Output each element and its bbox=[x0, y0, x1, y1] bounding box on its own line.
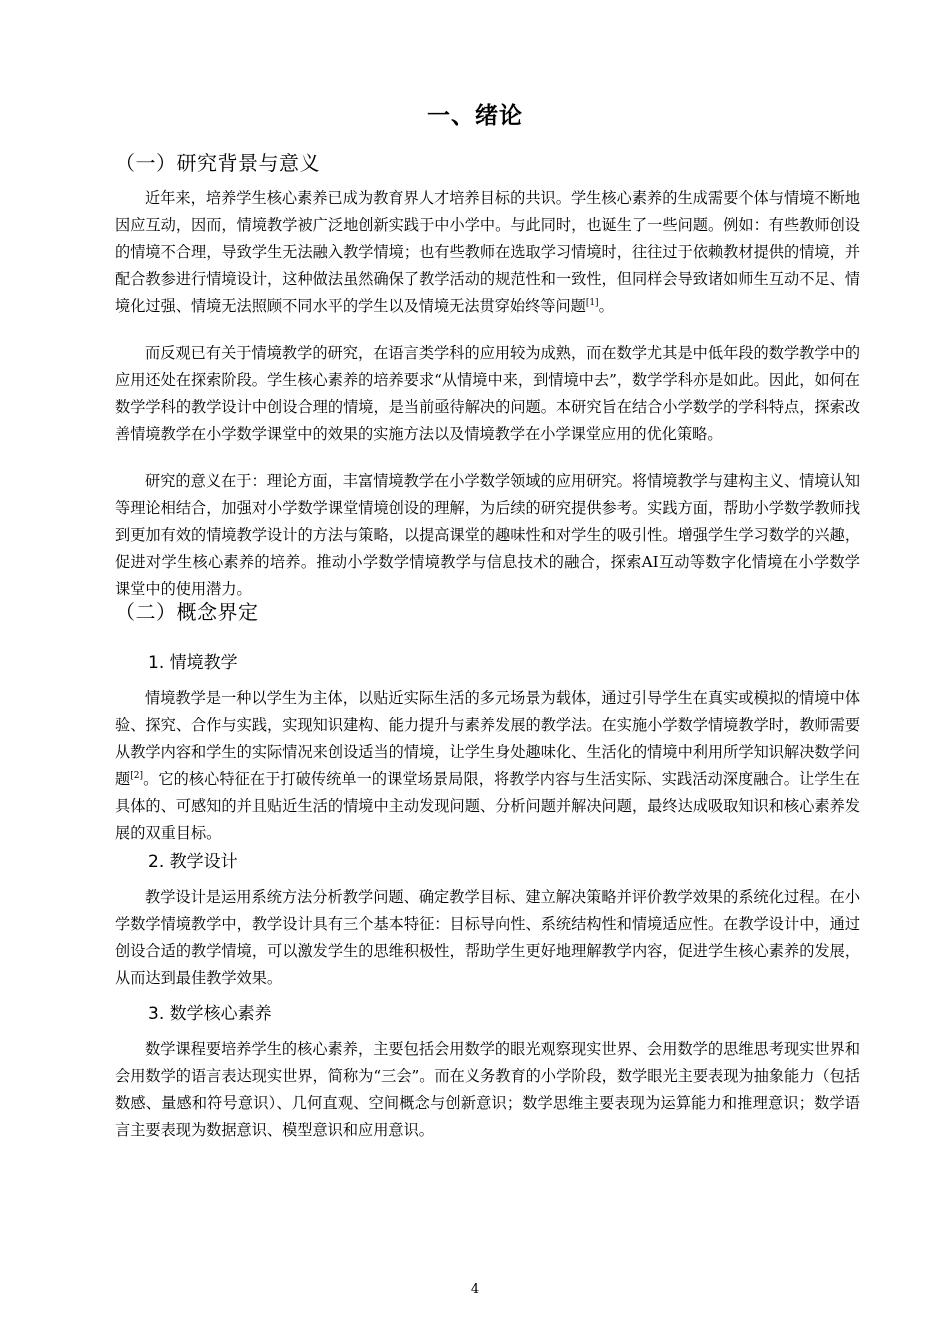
section-heading-background: （一）研究背景与意义 bbox=[115, 151, 320, 175]
paragraph-situational-teaching bbox=[115, 685, 860, 847]
citation-ref-1: [1] bbox=[585, 297, 599, 308]
page-number: 4 bbox=[470, 1282, 480, 1297]
paragraph-instructional-design: 教学设计是运用系统方法分析教学问题、确定教学目标、建立解决策略并评价教学效果的系统化过程。在小学数学情境教学中，教学设计具有三个基本特征：目标导向性、系统结构性和情境适应性。在教学设计中，通过创设合适的教学情境，可以激发学生的思维积极性，帮助学生更好地理解教学内容，促进学生核心素养的发展，从而达到最佳教学效果。 bbox=[115, 888, 860, 987]
paragraph-text: 近年来，培养学生核心素养已成为教育界人才培养目标的共识。学生核心素养的生成需要个体与情境不断地因应互动，因而，情境教学被广泛地创新实践于中小学中。与此同时，也诞生了一些问题。例如：有些教师创设的情境不合理，导致学生无法融入教学情境；也有些教师在选取学习情境时，往往过于依赖教材提供的情境，并配合教参进行情境设计，这种做法虽然确保了教学活动的规范性和一致性，但同样会导致诸如师生互动不足、情境化过强、情境无法照顾不同水平的学生以及情境无法贯穿始终等问题 bbox=[115, 189, 860, 315]
subheading-instructional-design: 2. 教学设计 bbox=[148, 852, 238, 872]
subheading-core-literacy: 3. 数学核心素养 bbox=[148, 1004, 272, 1024]
paragraph-text-continued: 。它的核心特征在于打破传统单一的课堂场景局限，将教学内容与生活实际、实践活动深度融合。让学生在具体的、可感知的并且贴近生活的情境中主动发现问题、分析问题并解决问题，最终达成吸取知识和核心素养发展的双重目标。 bbox=[115, 770, 861, 842]
chapter-title: 一、绪论 bbox=[427, 103, 523, 129]
paragraph-text: 情境教学是一种以学生为主体，以贴近实际生活的多元场景为载体，通过引导学生在真实或模拟的情境中体验、探究、合作与实践，实现知识建构、能力提升与素养发展的教学法。在实施小学数学情境教学时，教师需要从教学内容和学生的实际情况来创设适当的情境，让学生身处趣味化、生活化的情境中利用所学知识解决数学问题 bbox=[115, 689, 860, 788]
citation-ref-2: [2] bbox=[130, 770, 144, 781]
paragraph-core-literacy: 数学课程要培养学生的核心素养，主要包括会用数学的眼光观察现实世界、会用数学的思维思考现实世界和会用数学的语言表达现实世界，简称为“三会”。而在义务教育的小学阶段，数学眼光主要表现为抽象能力（包括数感、量感和符号意识）、几何直观、空间概念与创新意识；数学思维主要表现为运算能力和推理意识；数学语言主要表现为数据意识、模型意识和应用意识。 bbox=[115, 1040, 860, 1139]
paragraph-tail: 。 bbox=[598, 297, 614, 315]
paragraph-background-2: 而反观已有关于情境教学的研究，在语言类学科的应用较为成熟，而在数学尤其是中低年段的数学教学中的应用还处在探索阶段。学生核心素养的培养要求“从情境中来，到情境中去”，数学学科亦是如此。因此，如何在数学学科的教学设计中创设合理的情境，是当前亟待解决的问题。本研究旨在结合小学数学的学科特点，探索改善情境教学在小学数学课堂中的效果的实施方法以及情境教学在小学课堂应用的优化策略。 bbox=[115, 344, 860, 443]
paragraph-background-1 bbox=[115, 185, 860, 320]
paragraph-significance: 研究的意义在于：理论方面，丰富情境教学在小学数学领域的应用研究。将情境教学与建构主义、情境认知等理论相结合，加强对小学数学课堂情境创设的理解，为后续的研究提供参考。实践方面，帮助小学数学教师找到更加有效的情境教学设计的方法与策略，以提高课堂的趣味性和对学生的吸引性。增强学生学习数学的兴趣，促进对学生核心素养的培养。推动小学数学情境教学与信息技术的融合，探索AI互动等数字化情境在小学数学课堂中的使用潜力。 bbox=[115, 472, 860, 598]
subheading-situational-teaching: 1. 情境教学 bbox=[148, 653, 238, 673]
section-heading-concepts: （二）概念界定 bbox=[115, 600, 259, 624]
